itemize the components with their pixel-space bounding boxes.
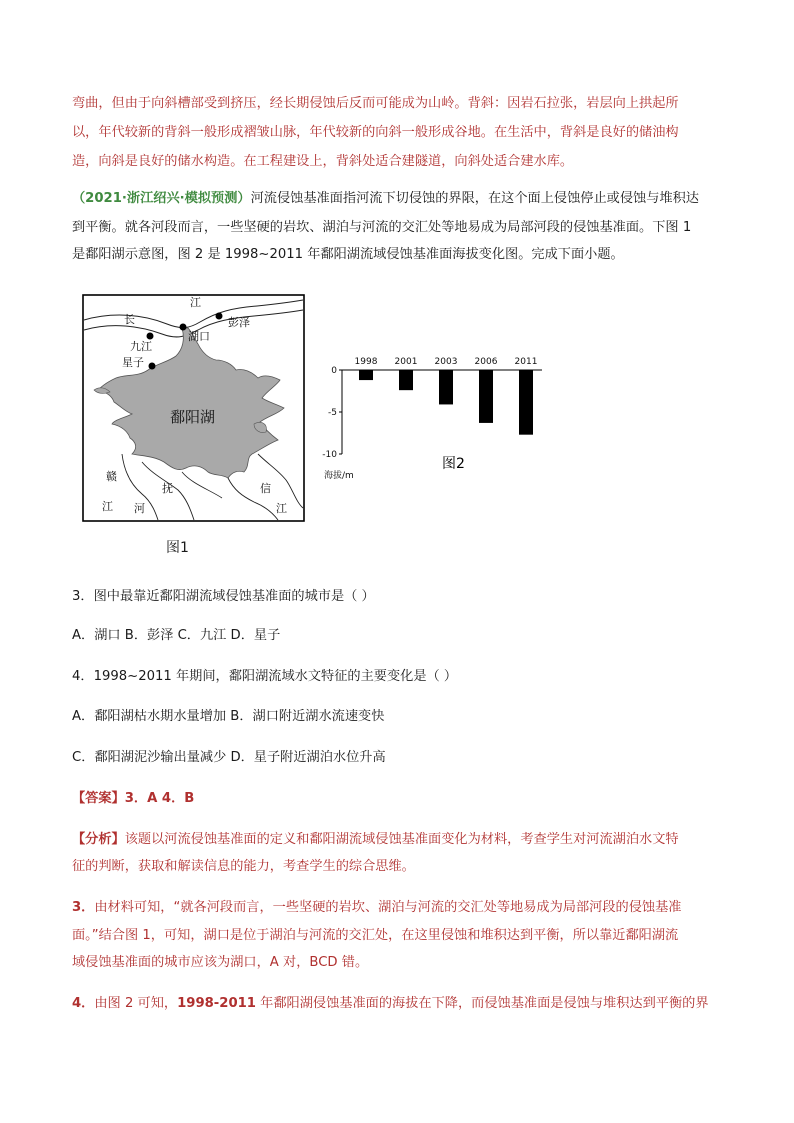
question-intro-line-1 bbox=[72, 190, 699, 208]
chart-bar bbox=[439, 370, 453, 404]
explain3-line-3: 域侵蚀基准面的城市应该为湖口，A 对，BCD 错。 bbox=[72, 955, 369, 970]
chart-bar bbox=[359, 370, 373, 380]
chart-x-tick-label: 2006 bbox=[474, 357, 498, 367]
river-label-chang: 长 bbox=[124, 313, 135, 326]
explain4-text-a: 由图 2 可知， bbox=[94, 996, 178, 1011]
gan-label-2: 江 bbox=[102, 500, 113, 513]
jiujiang-dot bbox=[147, 333, 154, 340]
chart-y-tick-label: -5 bbox=[328, 408, 337, 418]
passage-line-1: 弯曲，但由于向斜槽部受到挤压，经长期侵蚀后反而可能成为山岭。背斜：因岩石拉张，岩层向上拱起所 bbox=[72, 96, 679, 111]
explain3-line-2: 面。”结合图 1，可知，湖口是位于湖泊与河流的交汇处，在这里侵蚀和堆积达到平衡，所以靠近鄱阳湖流 bbox=[72, 928, 679, 943]
chart-bar bbox=[399, 370, 413, 390]
chart-title: 图2 bbox=[442, 456, 465, 472]
question-source: （2021·浙江绍兴·模拟预测） bbox=[72, 191, 251, 206]
question-intro-line-2: 到平衡。就各河段而言，一些坚硬的岩坎、湖泊与河流的交汇处等地易成为局部河段的侵蚀基准面。下图 1 bbox=[72, 220, 692, 235]
city-label-hukou: 湖口 bbox=[188, 330, 210, 343]
chart-bar bbox=[479, 370, 493, 423]
explain4-line-1 bbox=[72, 995, 709, 1013]
xin-label-2: 江 bbox=[276, 502, 287, 515]
question-intro-line-3: 是鄱阳湖示意图，图 2 是 1998~2011 年鄱阳湖流域侵蚀基准面海拔变化图。完成下面小题。 bbox=[72, 247, 624, 262]
lake-label: 鄱阳湖 bbox=[170, 408, 216, 426]
passage-line-3: 造，向斜是良好的储水构造。在工程建设上，背斜处适合建隧道，向斜处适合建水库。 bbox=[72, 154, 574, 169]
answer-text: 3．A 4．B bbox=[124, 791, 195, 806]
chart-ylabel: 海拔/m bbox=[324, 471, 354, 481]
answer-line bbox=[72, 790, 194, 808]
chart-bar bbox=[519, 370, 533, 435]
q4-stem: 4．1998~2011 年期间，鄱阳湖流域水文特征的主要变化是（ ） bbox=[72, 669, 458, 684]
gan-label-1: 赣 bbox=[106, 470, 117, 483]
map-caption: 图1 bbox=[166, 540, 189, 556]
he-label: 河 bbox=[134, 502, 145, 515]
pengze-dot bbox=[216, 313, 223, 320]
city-label-jiujiang: 九江 bbox=[130, 340, 152, 353]
analysis-line-1 bbox=[72, 831, 679, 849]
hukou-dot bbox=[180, 324, 187, 331]
q4-options-cd: C．鄱阳湖泥沙输出量减少 D．星子附近湖泊水位升高 bbox=[72, 750, 386, 765]
analysis-label: 【分析】 bbox=[72, 832, 125, 847]
base-level-chart bbox=[320, 348, 560, 488]
xingzi-dot bbox=[149, 363, 156, 370]
explain3-num: 3． bbox=[72, 900, 95, 915]
question-intro-text-1: 河流侵蚀基准面指河流下切侵蚀的界限，在这个面上侵蚀停止或侵蚀与堆积达 bbox=[250, 191, 699, 206]
xin-label-1: 信 bbox=[260, 482, 271, 495]
chart-x-tick-label: 1998 bbox=[354, 357, 378, 367]
chart-x-tick-label: 2001 bbox=[394, 357, 418, 367]
explain3-text-1: 由材料可知，“就各河段而言，一些坚硬的岩坎、湖泊与河流的交汇处等地易成为局部河段的侵蚀基准 bbox=[94, 900, 682, 915]
poyang-lake-map bbox=[82, 294, 306, 524]
answer-label: 【答案】 bbox=[72, 791, 125, 806]
river-label-jiang: 江 bbox=[190, 296, 201, 309]
q4-options-ab: A．鄱阳湖枯水期水量增加 B．湖口附近湖水流速变快 bbox=[72, 709, 385, 724]
city-label-xingzi: 星子 bbox=[122, 356, 144, 369]
passage-line-2: 以，年代较新的背斜一般形成褶皱山脉，年代较新的向斜一般形成谷地。在生活中，背斜是良好的储油构 bbox=[72, 125, 679, 140]
chart-y-tick-label: -10 bbox=[322, 450, 337, 460]
q3-options: A．湖口 B．彭泽 C．九江 D．星子 bbox=[72, 628, 281, 643]
fu-label: 抚 bbox=[162, 482, 173, 495]
explain4-text-c: 年鄱阳湖侵蚀基准面的海拔在下降，而侵蚀基准面是侵蚀与堆积达到平衡的界 bbox=[255, 996, 709, 1011]
chart-y-tick-label: 0 bbox=[331, 366, 337, 376]
explain4-years: 1998-2011 bbox=[177, 996, 256, 1011]
q3-stem: 3．图中最靠近鄱阳湖流域侵蚀基准面的城市是（ ） bbox=[72, 589, 375, 604]
analysis-line-2: 征的判断，获取和解读信息的能力，考查学生的综合思维。 bbox=[72, 859, 415, 874]
chart-x-tick-label: 2011 bbox=[514, 357, 538, 367]
analysis-text-1: 该题以河流侵蚀基准面的定义和鄱阳湖流域侵蚀基准面变化为材料，考查学生对河流湖泊水文特 bbox=[124, 832, 679, 847]
city-label-pengze: 彭泽 bbox=[228, 316, 250, 329]
chart-x-tick-label: 2003 bbox=[434, 357, 458, 367]
explain4-num: 4． bbox=[72, 996, 95, 1011]
explain3-line-1 bbox=[72, 899, 681, 917]
